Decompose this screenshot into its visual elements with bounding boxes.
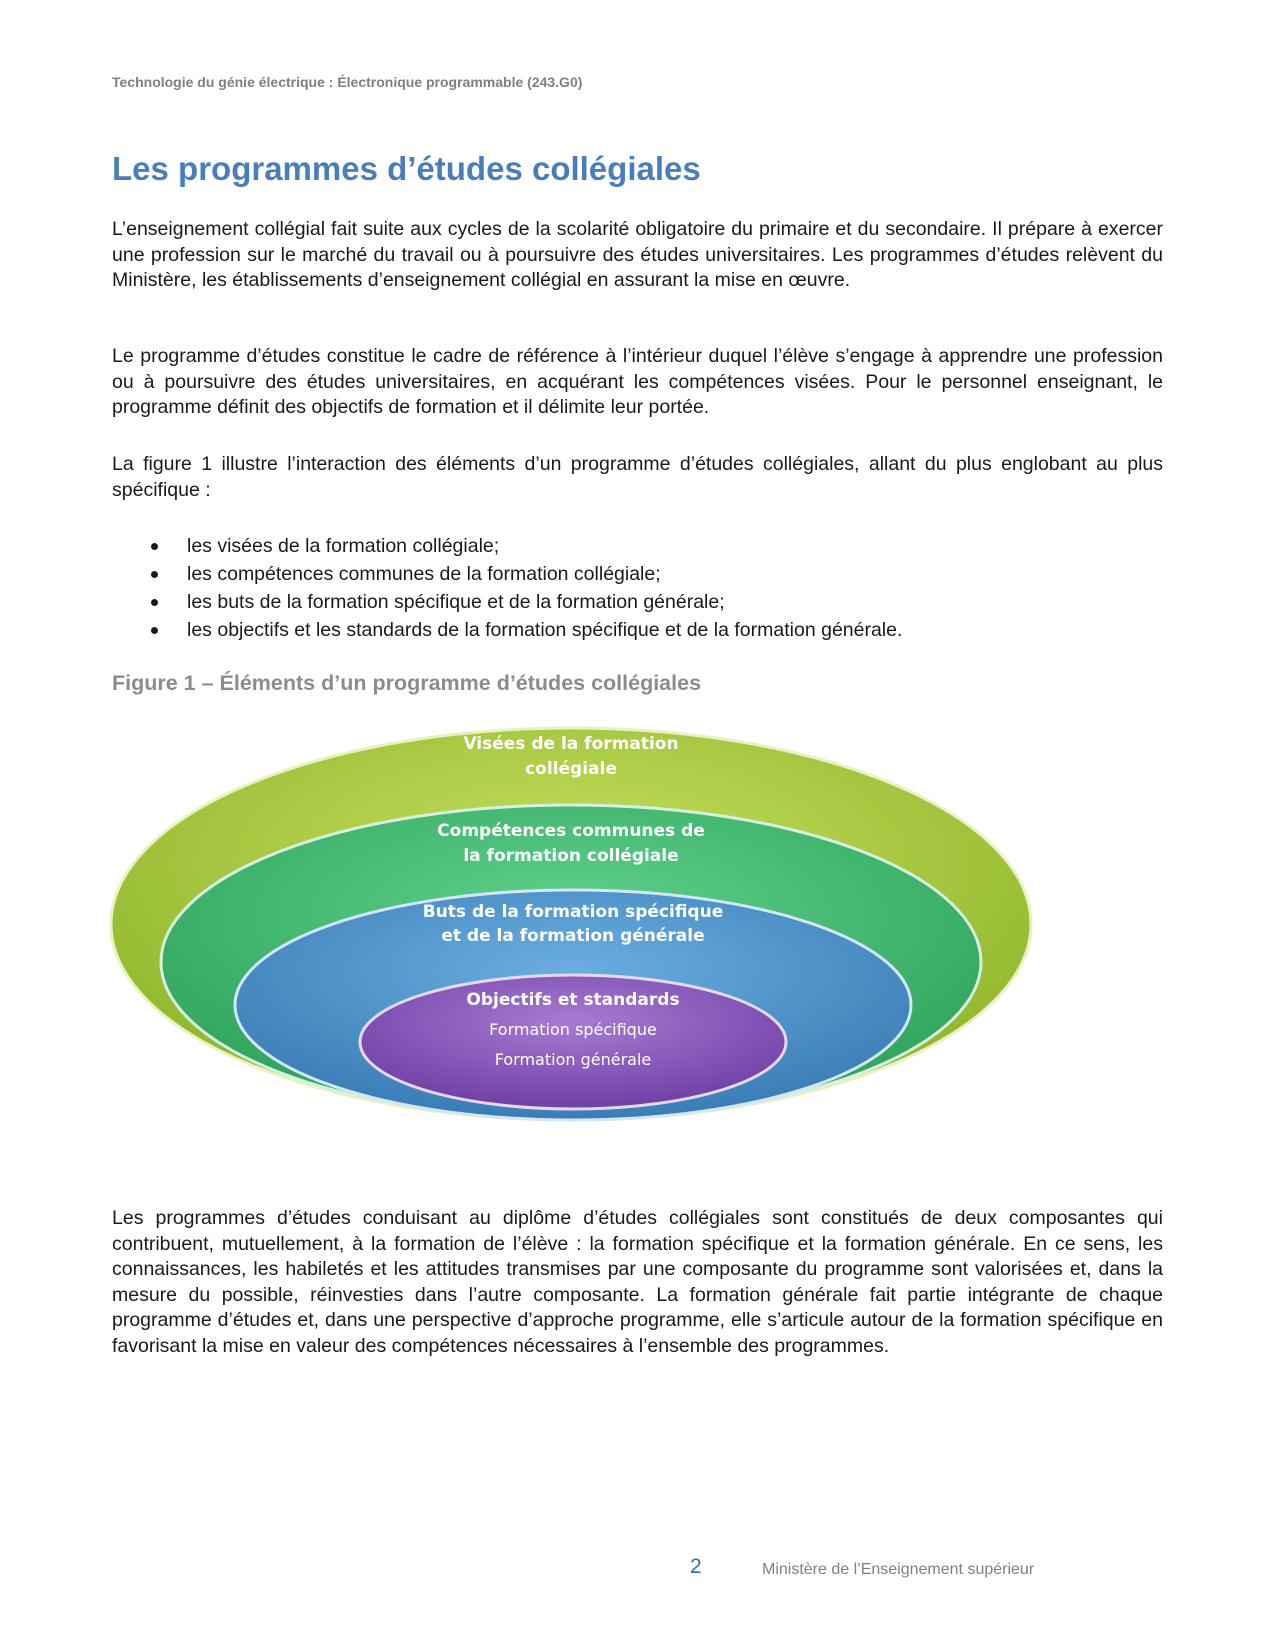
page-title: Les programmes d’études collégiales <box>112 150 701 187</box>
bullet-icon <box>151 627 158 634</box>
layer-visees-label-line2: collégiale <box>525 759 617 779</box>
list-item <box>112 588 1163 616</box>
elements-list <box>112 532 1163 644</box>
paragraph-framework: Le programme d’études constitue le cadre de référence à l’intérieur duquel l’élève s’engage à apprendre une profession ou à poursuivre des études universitaires, en acquérant les compétences visées. Pour le personnel enseignant, le programme définit des objectifs de formation et il délimite leur portée. <box>112 345 1163 418</box>
layer-competences-label-line1: Compétences communes de <box>437 821 705 841</box>
list-item-text: les visées de la formation collégiale; <box>187 535 500 557</box>
paragraph-intro: L’enseignement collégial fait suite aux cycles de la scolarité obligatoire du primaire et du secondaire. Il prépare à exercer une profession sur le marché du travail ou à poursuivre des études universitaires. Les programmes d’études relèvent du Ministère, les établissements d’enseignement collégial en assurant la mise en œuvre. <box>112 218 1163 291</box>
list-item-text: les objectifs et les standards de la formation spécifique et de la formation générale. <box>187 619 903 641</box>
layer-buts-label-line2: et de la formation générale <box>441 926 705 946</box>
layer-buts-label-line1: Buts de la formation spécifique <box>422 902 724 922</box>
bullet-icon <box>151 571 158 578</box>
paragraph-figure-intro: La figure 1 illustre l’interaction des éléments d’un programme d’études collégiales, allant du plus englobant au plus spécifique : <box>112 453 1163 501</box>
running-header: Technologie du génie électrique : Électronique programmable (243.G0) <box>112 74 583 90</box>
page-number: 2 <box>690 1555 702 1578</box>
bullet-icon <box>151 599 158 606</box>
layer-objectifs-label-line2: Formation spécifique <box>489 1020 657 1039</box>
bullet-icon <box>151 543 158 550</box>
list-item <box>112 532 1163 560</box>
figure-caption: Figure 1 – Éléments d’un programme d’études collégiales <box>112 671 702 695</box>
list-item <box>112 560 1163 588</box>
layer-objectifs <box>360 975 786 1109</box>
list-item-text: les compétences communes de la formation collégiale; <box>187 563 661 585</box>
layer-competences-label-line2: la formation collégiale <box>463 846 679 866</box>
nested-ellipses-diagram <box>105 722 1045 1122</box>
list-item-text: les buts de la formation spécifique et de la formation générale; <box>187 591 725 613</box>
layer-objectifs-label-line3: Formation générale <box>494 1050 652 1069</box>
list-item <box>112 616 1163 644</box>
layer-visees-label-line1: Visées de la formation <box>463 734 679 754</box>
paragraph-components: Les programmes d’études conduisant au diplôme d’études collégiales sont constitués de deux composantes qui contribuent, mutuellement, à la formation de l’élève : la formation spécifique et la formation générale. En ce sens, les connaissances, les habiletés et les attitudes transmises par une composante du programme sont valorisées et, dans la mesure du possible, réinvesties dans l’autre composante. La formation générale fait partie intégrante de chaque programme d’études et, dans une perspective d’approche programme, elle s’articule autour de la formation spécifique en favorisant la mise en valeur des compétences nécessaires à l’ensemble des programmes. <box>112 1207 1163 1357</box>
footer-organization: Ministère de l’Enseignement supérieur <box>762 1561 1035 1578</box>
layer-objectifs-label-line1: Objectifs et standards <box>466 990 680 1010</box>
